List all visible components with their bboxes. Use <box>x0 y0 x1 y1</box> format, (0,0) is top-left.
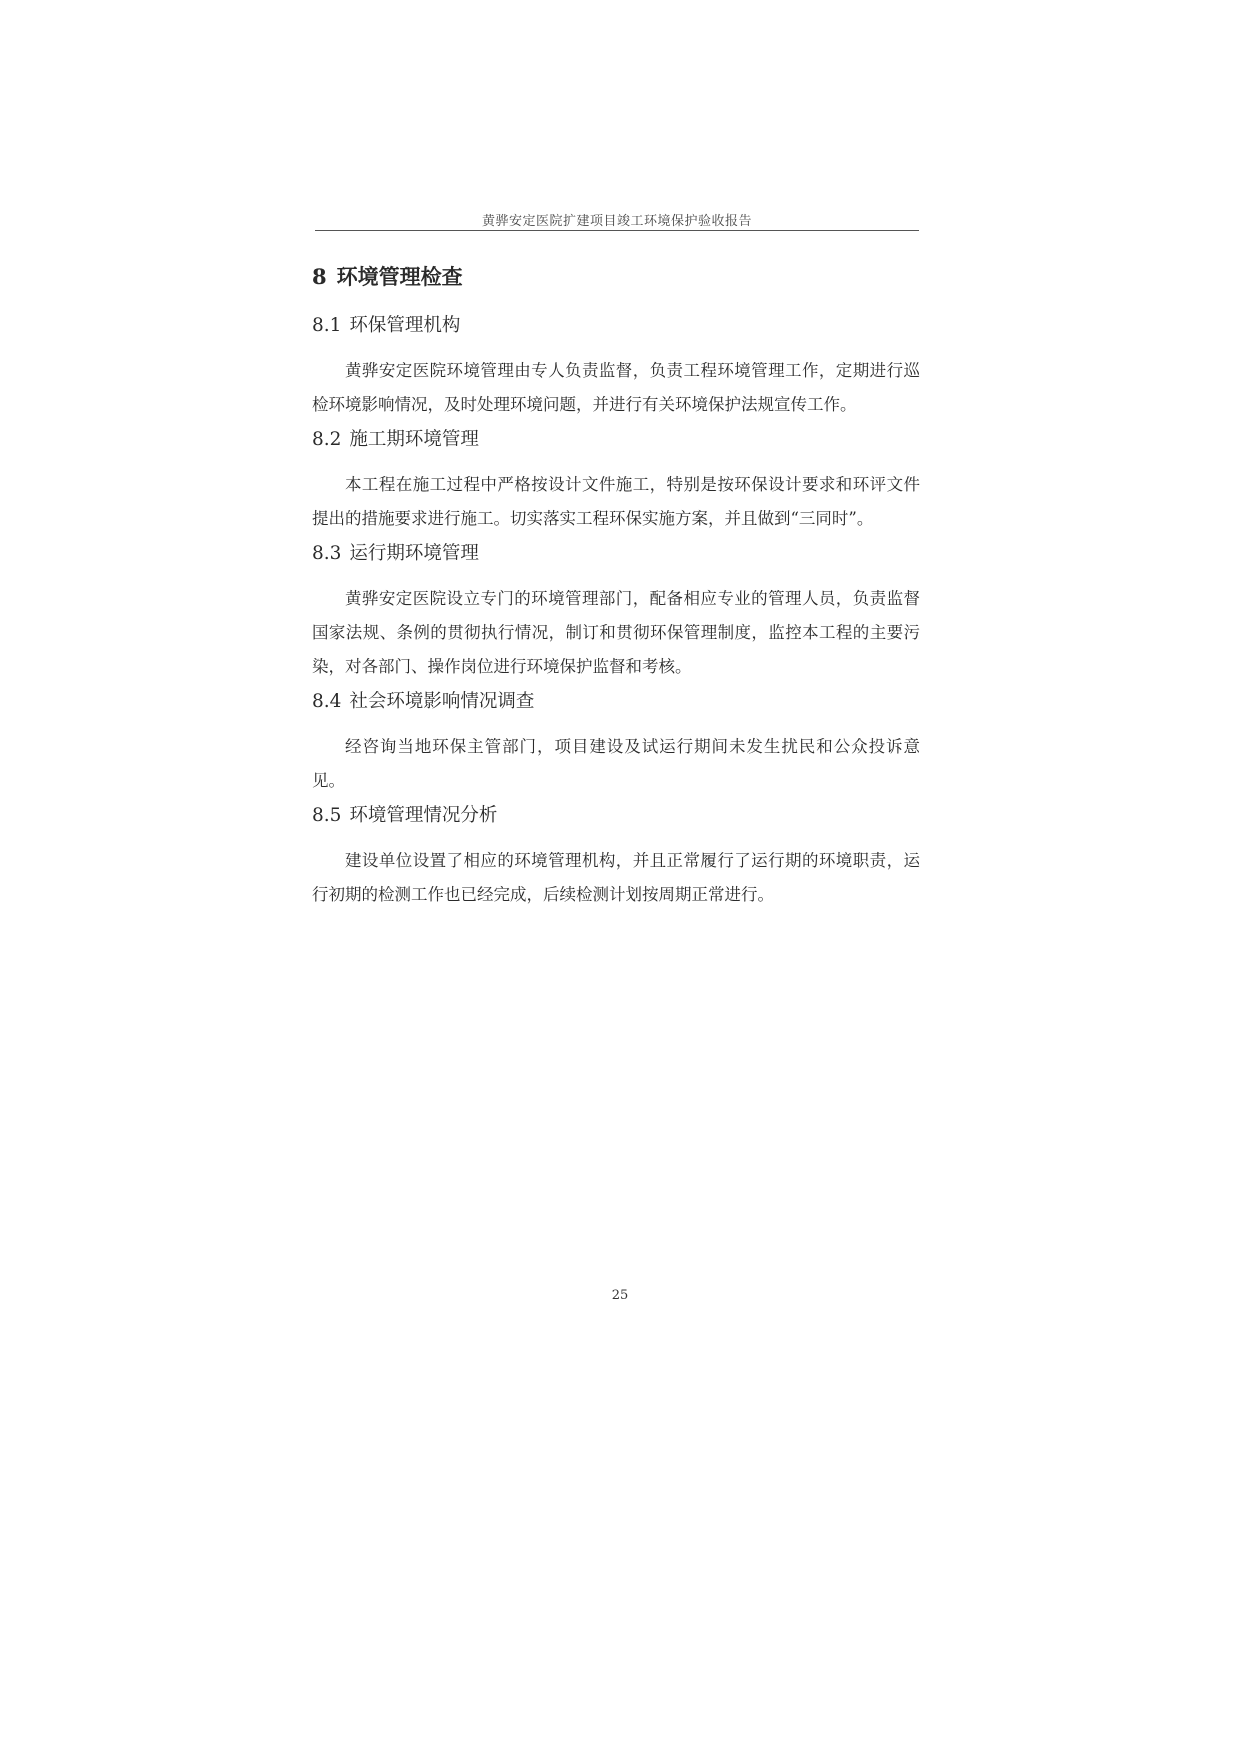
section-title: 环境管理情况分析 <box>349 805 498 826</box>
section-8-3 <box>312 538 920 684</box>
chapter-title-text: 环境管理检查 <box>336 264 463 289</box>
section-heading <box>312 800 920 832</box>
section-title: 环保管理机构 <box>349 315 461 336</box>
section-title: 社会环境影响情况调查 <box>349 691 535 712</box>
page-content <box>312 252 920 912</box>
page-number: 25 <box>611 1288 629 1303</box>
section-title: 施工期环境管理 <box>349 429 479 450</box>
section-body: 本工程在施工过程中严格按设计文件施工，特别是按环保设计要求和环评文件提出的措施要求进行施工。切实落实工程环保实施方案，并且做到“三同时”。 <box>312 475 920 528</box>
section-title: 运行期环境管理 <box>349 543 479 564</box>
section-8-1 <box>312 310 920 422</box>
section-8-4 <box>312 686 920 798</box>
section-number: 8.4 <box>312 691 342 712</box>
section-heading <box>312 310 920 342</box>
chapter-number: 8 <box>312 264 327 289</box>
section-body: 黄骅安定医院设立专门的环境管理部门，配备相应专业的管理人员，负责监督国家法规、条例的贯彻执行情况，制订和贯彻环保管理制度，监控本工程的主要污染，对各部门、操作岗位进行环境保护监督和考核。 <box>312 589 920 676</box>
section-number: 8.3 <box>312 543 342 564</box>
running-header: 黄骅安定医院扩建项目竣工环境保护验收报告 <box>481 214 752 229</box>
section-body: 黄骅安定医院环境管理由专人负责监督，负责工程环境管理工作，定期进行巡检环境影响情况，及时处理环境问题，并进行有关环境保护法规宣传工作。 <box>312 361 920 414</box>
section-8-2 <box>312 424 920 536</box>
section-heading <box>312 538 920 570</box>
header-rule <box>315 230 919 231</box>
section-number: 8.1 <box>312 315 342 336</box>
section-body: 建设单位设置了相应的环境管理机构，并且正常履行了运行期的环境职责，运行初期的检测工作也已经完成，后续检测计划按周期正常进行。 <box>312 851 920 904</box>
section-8-5 <box>312 800 920 912</box>
section-body: 经咨询当地环保主管部门，项目建设及试运行期间未发生扰民和公众投诉意见。 <box>312 737 920 790</box>
chapter-title <box>312 260 920 294</box>
section-number: 8.2 <box>312 429 342 450</box>
section-number: 8.5 <box>312 805 342 826</box>
section-heading <box>312 424 920 456</box>
section-heading <box>312 686 920 718</box>
